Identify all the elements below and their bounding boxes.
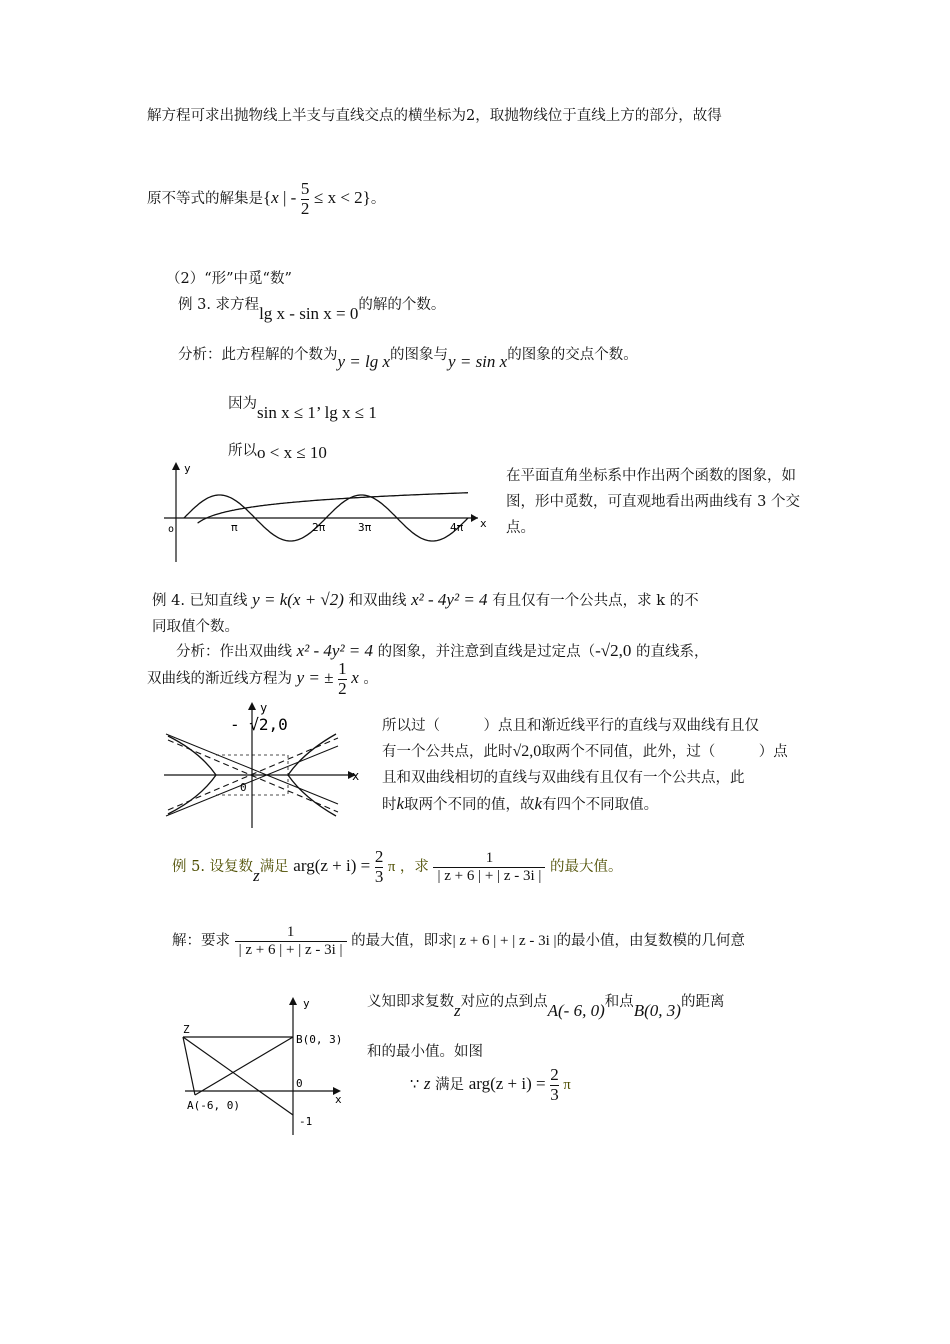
fraction-two-thirds-2: $\frac{2}{3}$ (550, 1065, 559, 1104)
tick-2pi: 2π (312, 521, 326, 534)
because-prefix: 因为 (228, 396, 257, 412)
figure-complex-plane (165, 995, 355, 1140)
var-x: x (271, 188, 279, 208)
fraction-reciprocal-sum: $\frac{1}{| z + 6 | + | z - 3i |}$ (433, 850, 545, 884)
y-axis-arrow-icon (172, 462, 180, 470)
set-relation: ≤ x < 2} (314, 188, 371, 208)
fraction-one-half: $\frac{1}{2}$ (338, 659, 347, 698)
caption-line-3: 且和双曲线相切的直线与双曲线有且仅有一个公共点，此 (382, 770, 745, 786)
caption-line-2: 有一个公共点，此时√2,0取两个不同值，此外，过（ ）点 (382, 743, 788, 760)
y-label: y (260, 701, 268, 715)
analysis-4-prefix: 分析：作出双曲线 (176, 644, 292, 660)
solution-5-line4: ∵ z 满足 arg(z + i) = $\frac{2}{3}$ π (410, 1065, 571, 1104)
point-B-label: B(0, 3) (296, 1033, 343, 1046)
example-5-prefix: 例 5. 设复数 (172, 859, 254, 876)
origin-label: 0 (296, 1077, 303, 1090)
example-4-mid: 和双曲线 (348, 593, 407, 609)
because-line (228, 392, 377, 422)
equation-lg-sin: lg x - sin x = 0 (259, 304, 359, 323)
solution-set-prefix: 原不等式的解集是 (147, 191, 263, 208)
fraction-two-thirds: $\frac{2}{3}$ (374, 847, 384, 886)
tick-4pi: 4π (450, 521, 464, 534)
hyperbola-equation: x² - 4y² = 4 (411, 590, 488, 609)
example-3-prefix: 例 3. 求方程 (178, 297, 260, 313)
example-3-suffix: 的解的个数。 (358, 297, 446, 313)
because-symbol: ∵ (410, 1077, 420, 1094)
example-3 (178, 293, 446, 323)
caption-line-1: 所以过（ ）点且和渐近线平行的直线与双曲线有且仅 (382, 718, 759, 734)
solution-5-line3: 和的最小值。如图 (367, 1044, 483, 1060)
fixed-point: -√2,0 (595, 641, 632, 660)
caption-line-4: 时k取两个不同的值，故k有四个不同取值。 (382, 794, 659, 813)
example-4-line2: 同取值个数。 (152, 619, 239, 635)
y-label: y (184, 462, 191, 475)
inequality-bounds: sin x ≤ 1’ lg x ≤ 1 (257, 403, 377, 422)
asymptote-y: y = ± (296, 668, 334, 688)
so-line (228, 439, 327, 460)
analysis-3-prefix: 分析：此方程解的个数为 (178, 347, 338, 363)
figure-hyperbola (160, 700, 370, 832)
asymptote-x: x (351, 668, 359, 688)
x-label: x (335, 1093, 342, 1106)
overlay-point: √2,0 (512, 743, 542, 760)
point-A: A(- 6, 0) (547, 1001, 605, 1020)
solution-5 (172, 924, 745, 958)
example-5-mid: 满足 (259, 859, 289, 876)
example-5-suffix: 的最大值。 (550, 859, 623, 876)
var-k-2: k (534, 794, 543, 813)
x-axis-arrow-icon (471, 514, 478, 522)
function-sin: y = sin x (448, 352, 508, 371)
fraction-reciprocal-sum-2: $\frac{1}{| z + 6 | + | z - 3i |}$ (235, 924, 347, 958)
section-heading: （2）“形”中觅“数” (166, 271, 292, 287)
analysis-4-suffix: 的直线系， (636, 644, 709, 660)
analysis-3-suffix: 的图象的交点个数。 (507, 347, 638, 363)
origin-label: 0 (240, 781, 247, 794)
origin-label: o (168, 524, 175, 535)
figure-lg-sin (160, 460, 490, 565)
point-Z-label: Z (183, 1023, 190, 1036)
point-B: B(0, 3) (633, 1001, 681, 1020)
hyperbola-equation-2: x² - 4y² = 4 (296, 641, 374, 660)
example-4 (152, 589, 699, 610)
point-A-label: A(-6, 0) (187, 1099, 240, 1112)
sum-expr: | z + 6 | + | z - 3i | (452, 933, 557, 949)
tick-pi: π (231, 521, 238, 534)
fraction-five-halves: $\frac{5}{2}$ (300, 179, 310, 218)
y-axis-arrow-icon (248, 702, 256, 710)
example-4-suffix: 有且仅有一个公共点，求 k 的不 (492, 593, 699, 609)
period: 。 (370, 191, 386, 208)
asymptote-line (147, 660, 378, 698)
var-z: z (253, 866, 260, 886)
example-4-prefix: 例 4. 已知直线 (152, 593, 248, 609)
pi-symbol: π (387, 859, 396, 876)
arg-expr: arg(z + i) = (293, 856, 371, 876)
y-axis-arrow-icon (289, 997, 297, 1005)
set-bar: | - (278, 188, 297, 208)
solution-5-prefix: 解：要求 (172, 933, 230, 949)
var-z-2: z (454, 1001, 461, 1020)
solution-5-suffix: 的最小值，由复数模的几何意 (556, 933, 746, 949)
x-label: x (480, 517, 487, 530)
solution-set-line (147, 180, 385, 218)
paragraph-parabola: 解方程可求出抛物线上半支与直线交点的横坐标为2，取抛物线位于直线上方的部分，故得 (147, 108, 722, 124)
point-label: - √2,0 (230, 715, 288, 734)
range-inequality: o < x ≤ 10 (257, 443, 327, 462)
function-lg: y = lg x (337, 352, 391, 371)
example-5 (172, 848, 623, 886)
solution-5-line2: 义知即求复数z对应的点到点A(- 6, 0)和点B(0, 3)的距离 (367, 994, 725, 1020)
neg-one-label: -1 (299, 1115, 313, 1128)
example-5-ask: ，求 (399, 859, 429, 876)
so-prefix: 所以 (228, 443, 257, 459)
segment-AB (195, 1037, 293, 1095)
asymptote-prefix: 双曲线的渐近线方程为 (147, 671, 292, 688)
y-label: y (303, 997, 310, 1010)
asymptote-period: 。 (363, 671, 378, 688)
line-equation: y = k(x + √2) (252, 590, 344, 609)
figure-2-caption (382, 713, 788, 818)
tick-3pi: 3π (358, 521, 372, 534)
line-ZA (183, 1037, 195, 1095)
figure-1-caption: 在平面直角坐标系中作出两个函数的图象，如图，形中觅数，可直观地看出两曲线有 3 个交点。 (506, 468, 800, 536)
analysis-4-mid: 的图象，并注意到直线是过定点（ (377, 644, 596, 660)
x-label: x (352, 769, 360, 783)
analysis-3 (178, 343, 638, 371)
var-k: k (396, 794, 405, 813)
analysis-3-mid: 的图象与 (390, 347, 449, 363)
set-open: { (263, 188, 272, 208)
analysis-4 (176, 640, 709, 661)
solution-5-mid: 的最大值，即求 (351, 933, 453, 949)
